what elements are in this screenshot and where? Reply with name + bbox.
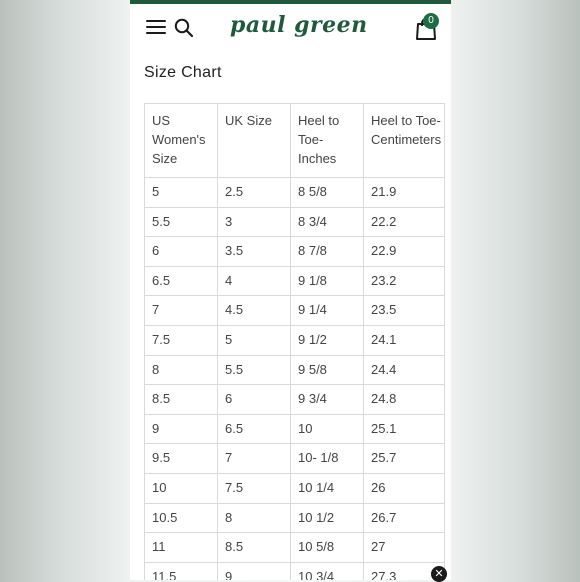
column-header: UK Size bbox=[218, 104, 291, 178]
table-cell: 21.9 bbox=[364, 178, 445, 208]
table-cell: 24.4 bbox=[364, 355, 445, 385]
table-cell: 25.7 bbox=[364, 444, 445, 474]
table-row bbox=[145, 325, 445, 355]
table-cell: 4 bbox=[218, 266, 291, 296]
site-header bbox=[130, 4, 451, 54]
close-icon[interactable]: ✕ bbox=[431, 566, 447, 582]
table-row bbox=[145, 237, 445, 267]
table-row bbox=[145, 533, 445, 563]
table-row bbox=[145, 385, 445, 415]
table-cell: 6 bbox=[218, 385, 291, 415]
table-cell: 2.5 bbox=[218, 178, 291, 208]
table-cell: 25.1 bbox=[364, 414, 445, 444]
table-cell: 5.5 bbox=[145, 207, 218, 237]
table-header-row bbox=[145, 104, 445, 178]
table-cell: 9.5 bbox=[145, 444, 218, 474]
table-cell: 8.5 bbox=[218, 533, 291, 563]
table-cell: 9 3/4 bbox=[291, 385, 364, 415]
table-cell: 8 5/8 bbox=[291, 178, 364, 208]
table-row bbox=[145, 414, 445, 444]
table-body bbox=[145, 178, 445, 581]
table-cell: 27.3 bbox=[364, 562, 445, 580]
table-row bbox=[145, 473, 445, 503]
table-cell: 22.2 bbox=[364, 207, 445, 237]
size-chart-table bbox=[144, 103, 445, 580]
table-row bbox=[145, 562, 445, 580]
table-cell: 9 1/4 bbox=[291, 296, 364, 326]
table-cell: 23.5 bbox=[364, 296, 445, 326]
table-cell: 8 bbox=[218, 503, 291, 533]
hamburger-menu-icon[interactable] bbox=[146, 18, 166, 36]
table-cell: 7 bbox=[145, 296, 218, 326]
table-row bbox=[145, 296, 445, 326]
table-row bbox=[145, 266, 445, 296]
table-cell: 26 bbox=[364, 473, 445, 503]
size-chart-table-container[interactable] bbox=[144, 103, 442, 580]
table-row bbox=[145, 178, 445, 208]
table-cell: 9 1/2 bbox=[291, 325, 364, 355]
page-title: Size Chart bbox=[144, 64, 222, 81]
column-header: Heel to Toe- Inches bbox=[291, 104, 364, 178]
table-cell: 27 bbox=[364, 533, 445, 563]
table-cell: 7.5 bbox=[218, 473, 291, 503]
table-cell: 5 bbox=[145, 178, 218, 208]
table-cell: 9 1/8 bbox=[291, 266, 364, 296]
table-cell: 10.5 bbox=[145, 503, 218, 533]
cart-count-badge: 0 bbox=[423, 13, 439, 29]
table-cell: 8 3/4 bbox=[291, 207, 364, 237]
table-cell: 10 bbox=[291, 414, 364, 444]
column-header: US Women's Size bbox=[145, 104, 218, 178]
table-cell: 8 7/8 bbox=[291, 237, 364, 267]
table-row bbox=[145, 503, 445, 533]
table-cell: 9 5/8 bbox=[291, 355, 364, 385]
table-cell: 5 bbox=[218, 325, 291, 355]
table-cell: 10 1/4 bbox=[291, 473, 364, 503]
table-cell: 9 bbox=[218, 562, 291, 580]
table-cell: 26.7 bbox=[364, 503, 445, 533]
table-cell: 6 bbox=[145, 237, 218, 267]
table-cell: 3.5 bbox=[218, 237, 291, 267]
table-cell: 9 bbox=[145, 414, 218, 444]
search-icon[interactable] bbox=[174, 18, 194, 38]
table-cell: 24.1 bbox=[364, 325, 445, 355]
table-cell: 24.8 bbox=[364, 385, 445, 415]
table-cell: 7 bbox=[218, 444, 291, 474]
table-cell: 5.5 bbox=[218, 355, 291, 385]
column-header: Heel to Toe- Centimeters bbox=[364, 104, 445, 178]
table-row bbox=[145, 355, 445, 385]
table-cell: 8 bbox=[145, 355, 218, 385]
brand-logo[interactable]: paul green bbox=[230, 12, 368, 38]
table-row bbox=[145, 207, 445, 237]
table-cell: 23.2 bbox=[364, 266, 445, 296]
table-cell: 22.9 bbox=[364, 237, 445, 267]
table-cell: 11.5 bbox=[145, 562, 218, 580]
phone-screen bbox=[130, 0, 451, 580]
table-cell: 6.5 bbox=[218, 414, 291, 444]
table-cell: 10 bbox=[145, 473, 218, 503]
table-cell: 10- 1/8 bbox=[291, 444, 364, 474]
table-cell: 8.5 bbox=[145, 385, 218, 415]
table-cell: 10 5/8 bbox=[291, 533, 364, 563]
table-cell: 10 3/4 bbox=[291, 562, 364, 580]
table-cell: 10 1/2 bbox=[291, 503, 364, 533]
table-cell: 6.5 bbox=[145, 266, 218, 296]
table-cell: 11 bbox=[145, 533, 218, 563]
table-cell: 7.5 bbox=[145, 325, 218, 355]
table-row bbox=[145, 444, 445, 474]
table-cell: 4.5 bbox=[218, 296, 291, 326]
table-cell: 3 bbox=[218, 207, 291, 237]
